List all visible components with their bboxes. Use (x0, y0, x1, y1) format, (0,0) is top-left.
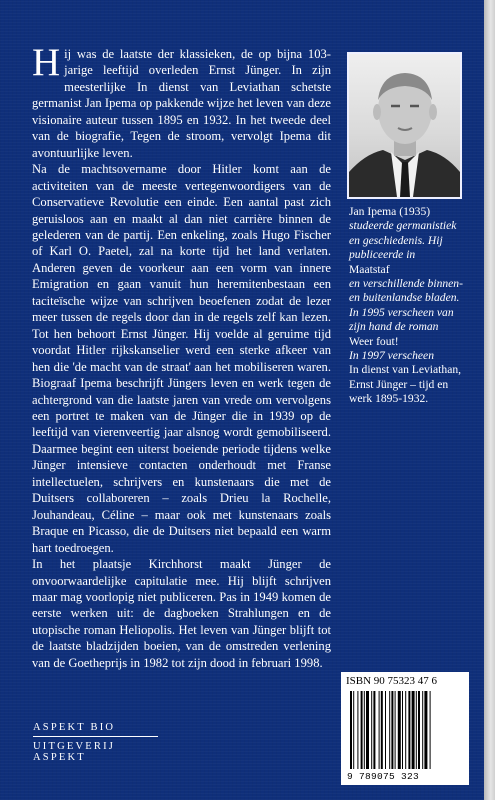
isbn-number: ISBN 90 75323 47 6 (346, 675, 438, 687)
author-portrait-image (349, 54, 460, 197)
blurb-paragraph-1: Hij was de laatste der klassieken, de op bijna 103-jarige leeftijd overleden Ernst Jünger. In zijn meesterlijke In dienst van Leviathan schetste germanist Jan Ipema op pakkende wijze het leven van deze visionaire auteur tussen 1895 en 1932. In het tweede deel van de biografie, Tegen de stroom, vervolgt Ipema dit avontuurlijke leven. (32, 41, 331, 160)
author-photo (347, 52, 462, 199)
footer-divider (33, 736, 158, 737)
page-edge (484, 0, 495, 800)
series-name: ASPEKT BIO (33, 722, 116, 733)
isbn-barcode (341, 672, 469, 785)
bio-name: Jan Ipema (1935) (349, 205, 431, 218)
publisher-footer (33, 722, 158, 763)
ean-digits: 9 789075 323 (347, 771, 420, 782)
blurb-text (32, 41, 331, 671)
blurb-paragraph-2: Na de machtsovername door Hitler komt aan de activiteiten van de meeste vertegenwoordigers van de Conservatieve Revolutie een einde. Een aantal past zich geruisloos aan en maakt al dan niet carrière binnen de gelederen van de partij. Een enkeling, zoals Hugo Fischer of Karl O. Paetel, zal na korte tijd het land verlaten. Anderen geven de voorkeur aan een vorm van innere Emigration en gaan vanuit hun heremitenbestaan een taciteïsche wijze van schrijven beoefenen zodat de lezer meer tussen de regels door dan in de regels zelf kan lezen. Tot hen behoort Ernst Jünger. Hij voelde al geruime tijd voordat Hitler rijkskanselier werd een sterke afkeer van hen die 'de macht van de straat' aan het mobiliseren waren. Biograaf Ipema beschrijft Jüngers leven en werk tegen de achtergrond van die laatste jaren van vrede om vervolgens een portret te maken van de Jünger die in 1939 op de leeftijd van vierenveertig jaar alsnog wordt gemobiliseerd. Daarmee begint een uiterst boeiende periode tijdens welke Jünger intensieve contacten onderhoudt met Franse intellectuelen, schrijvers en kunstenaars die met de Duitsers collaboreren – zoals Drieu la Rochelle, Jouhandeau, Céline – maar ook met kunstenaars zoals Braque en Picasso, die de Duitsers niet bepaald een warm hart toedroegen. (32, 162, 331, 555)
drop-cap: H (32, 41, 61, 84)
blurb-paragraph-3: In het plaatsje Kirchhorst maakt Jünger de onvoorwaardelijke capitulatie mee. Hij blijft schrijven maar mag voorlopig niet publiceren. Pas in 1949 komen de eerste werken uit: de dagboeken Strahlungen en de utopische roman Heliopolis. Het leven van Jünger blijft tot de laatste bladzijden boeien, van de omstreden verlening van de Goetheprijs in 1982 tot zijn dood in februari 1998. (32, 557, 331, 670)
publisher-name: UITGEVERIJ ASPEKT (33, 741, 116, 763)
author-bio: Jan Ipema (1935) studeerde germanistiek en geschiedenis. Hij publiceerde in Maatstaf en verschillende binnen- en buitenlandse bladen. In 1995 verscheen van zijn hand de roman Weer fout! In 1997 verscheen In dienst van Leviathan, Ernst Jünger – tijd en werk 1895-1932. (349, 205, 465, 407)
barcode-bars (350, 691, 460, 769)
